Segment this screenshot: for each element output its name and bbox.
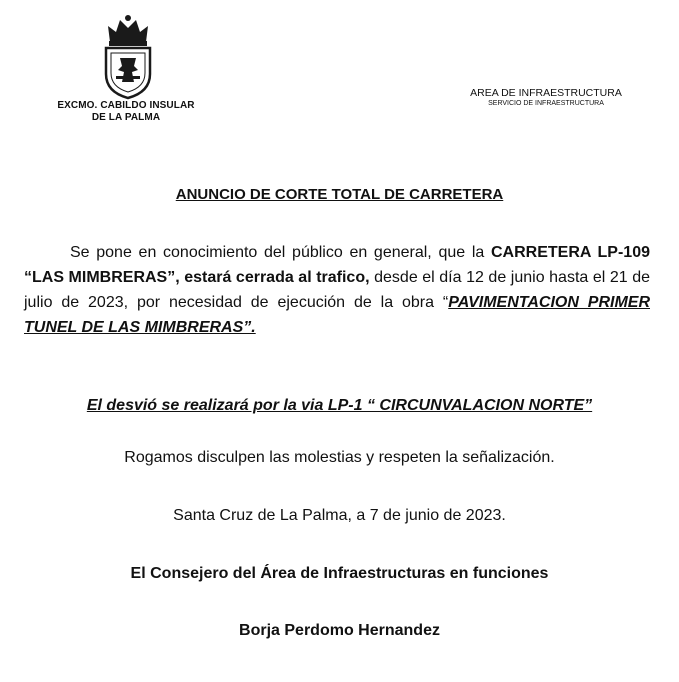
road-name: CARRETERA LP-109 “LAS MIMBRERAS”, estará cerrada al trafico, — [24, 244, 650, 286]
work-name: PAVIMENTACION PRIMER TUNEL DE LAS MIMBRERAS”. — [24, 294, 650, 336]
coat-of-arms-icon — [98, 12, 158, 102]
department-name: AREA DE INFRAESTRUCTURA — [470, 87, 622, 99]
date-line: Santa Cruz de La Palma, a 7 de junio de 2023. — [173, 507, 506, 524]
signatory-name: Borja Perdomo Hernandez — [239, 622, 440, 639]
department-header — [430, 87, 662, 108]
apology-text: Rogamos disculpen las molestias y respeten la señalización. — [124, 449, 555, 466]
notice-title: ANUNCIO DE CORTE TOTAL DE CARRETERA — [175, 186, 504, 203]
issuer-line-1: EXCMO. CABILDO INSULAR — [57, 100, 195, 111]
issuer-line-2: DE LA PALMA — [91, 112, 161, 123]
issuer-name — [46, 100, 206, 124]
signatory-title: El Consejero del Área de Infraestructuras en funciones — [130, 565, 549, 582]
body-dates: desde el día 12 de junio hasta el 21 de julio de 2023, por necesidad de ejecución de la obra “ — [24, 269, 651, 311]
body-intro: Se pone en conocimiento del público en general, que la — [70, 244, 491, 261]
detour-notice: El desvió se realizará por la via LP-1 “ CIRCUNVALACION NORTE” — [86, 397, 593, 414]
notice-body — [24, 240, 650, 340]
service-name: SERVICIO DE INFRAESTRUCTURA — [488, 100, 604, 107]
